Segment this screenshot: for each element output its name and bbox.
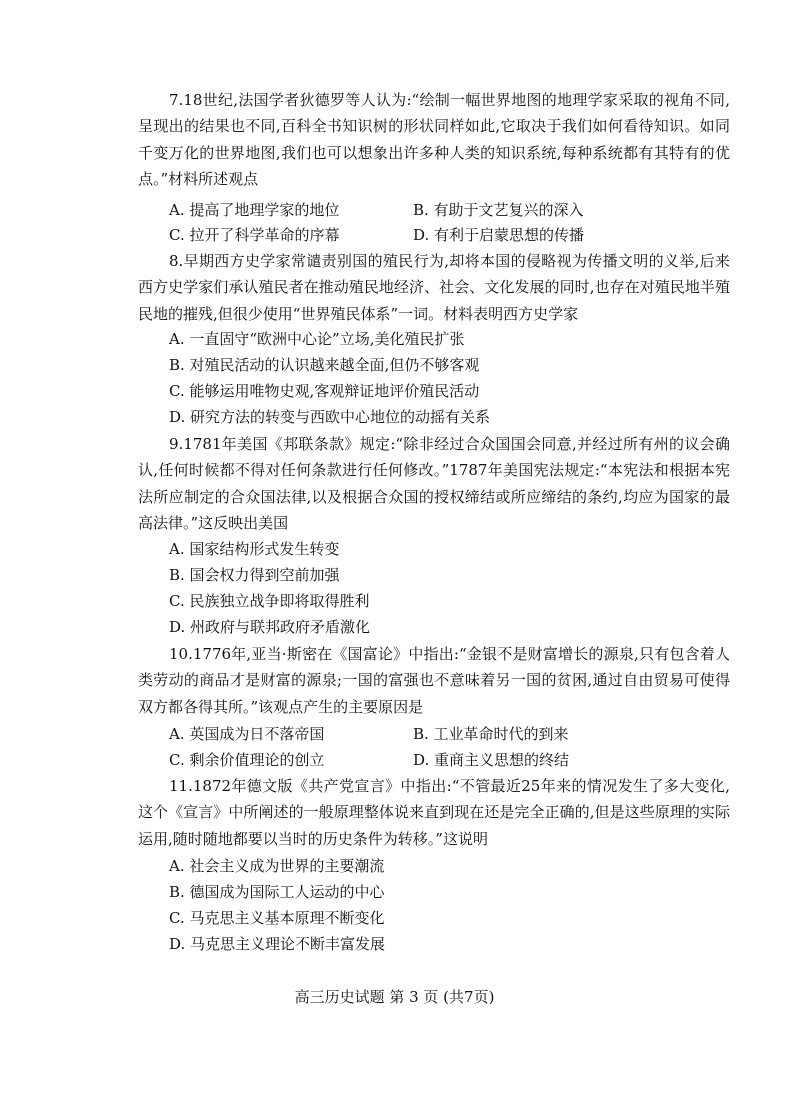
option-8b[interactable]: B. 对殖民活动的认识越来越全面,但仍不够客观: [169, 356, 480, 374]
question-7: [138, 87, 730, 193]
option-11b[interactable]: B. 德国成为国际工人运动的中心: [169, 883, 385, 901]
option-7b[interactable]: B. 有助于文艺复兴的深入: [413, 201, 584, 219]
question-number: 10.: [169, 645, 193, 663]
option-11d[interactable]: D. 马克思主义理论不断丰富发展: [169, 935, 386, 953]
option-11a[interactable]: A. 社会主义成为世界的主要潮流: [169, 857, 385, 875]
question-11: [138, 773, 730, 852]
option-10d[interactable]: D. 重商主义思想的终结: [413, 751, 570, 769]
question-number: 7.: [169, 91, 184, 109]
question-stem: 18世纪,法国学者狄德罗等人认为:“绘制一幅世界地图的地理学家采取的视角不同,呈现出的结果也不同,百科全书知识树的形状同样如此,它取决于我们如何看待知识。如同千变万化的世界地图,我们也可以想象出许多种人类的知识系统,每种系统都有其特有的优点。”材料所述观点: [138, 91, 730, 189]
option-9d[interactable]: D. 州政府与联邦政府矛盾激化: [169, 618, 371, 636]
question-10: [138, 641, 730, 720]
question-stem: 1872年德文版《共产党宣言》中指出:“不管最近25年来的情况发生了多大变化,这个《宣言》中所阐述的一般原理整体说来直到现在还是完全正确的,但是这些原理的实际运用,随时随地都要以当时的历史条件为转移。”这说明: [138, 777, 730, 848]
option-9a[interactable]: A. 国家结构形式发生转变: [169, 540, 340, 558]
option-10a[interactable]: A. 英国成为日不落帝国: [169, 725, 325, 743]
option-8d[interactable]: D. 研究方法的转变与西欧中心地位的动摇有关系: [169, 408, 491, 426]
question-number: 11.: [169, 777, 193, 795]
question-stem: 早期西方史学家常谴责别国的殖民行为,却将本国的侵略视为传播文明的义举,后来西方史学家们承认殖民者在推动殖民地经济、社会、文化发展的同时,也存在对殖民地半殖民地的摧残,但很少使用“世界殖民体系”一词。材料表明西方史学家: [138, 252, 730, 323]
question-stem: 1781年美国《邦联条款》规定:“除非经过合众国国会同意,并经过所有州的议会确认,任何时候都不得对任何条款进行任何修改。”1787年美国宪法规定:“本宪法和根据本宪法所应制定的合众国法律,以及根据合众国的授权缔结或所应缔结的条约,均应为国家的最高法律。”这反映出美国: [138, 435, 730, 533]
question-9: [138, 431, 730, 537]
question-number: 8.: [169, 252, 184, 270]
option-7d[interactable]: D. 有利于启蒙思想的传播: [413, 226, 585, 244]
option-7c[interactable]: C. 拉开了科学革命的序幕: [169, 226, 340, 244]
option-8c[interactable]: C. 能够运用唯物史观,客观辩证地评价殖民活动: [169, 382, 480, 400]
option-7a[interactable]: A. 提高了地理学家的地位: [169, 201, 340, 219]
option-11c[interactable]: C. 马克思主义基本原理不断变化: [169, 909, 385, 927]
question-number: 9.: [169, 435, 184, 453]
option-8a[interactable]: A. 一直固守“欧洲中心论”立场,美化殖民扩张: [169, 330, 465, 348]
option-9b[interactable]: B. 国会权力得到空前加强: [169, 566, 340, 584]
option-10b[interactable]: B. 工业革命时代的到来: [413, 725, 569, 743]
question-8: [138, 248, 730, 327]
option-10c[interactable]: C. 剩余价值理论的创立: [169, 751, 325, 769]
question-stem: 1776年,亚当·斯密在《国富论》中指出:“金银不是财富增长的源泉,只有包含着人类劳动的商品才是财富的源泉;一国的富强也不意味着另一国的贫困,通过自由贸易可使得双方都各得其所。”该观点产生的主要原因是: [138, 645, 730, 716]
option-9c[interactable]: C. 民族独立战争即将取得胜利: [169, 592, 370, 610]
page-footer: 高三历史试题 第 3 页 (共7页): [294, 988, 495, 1006]
